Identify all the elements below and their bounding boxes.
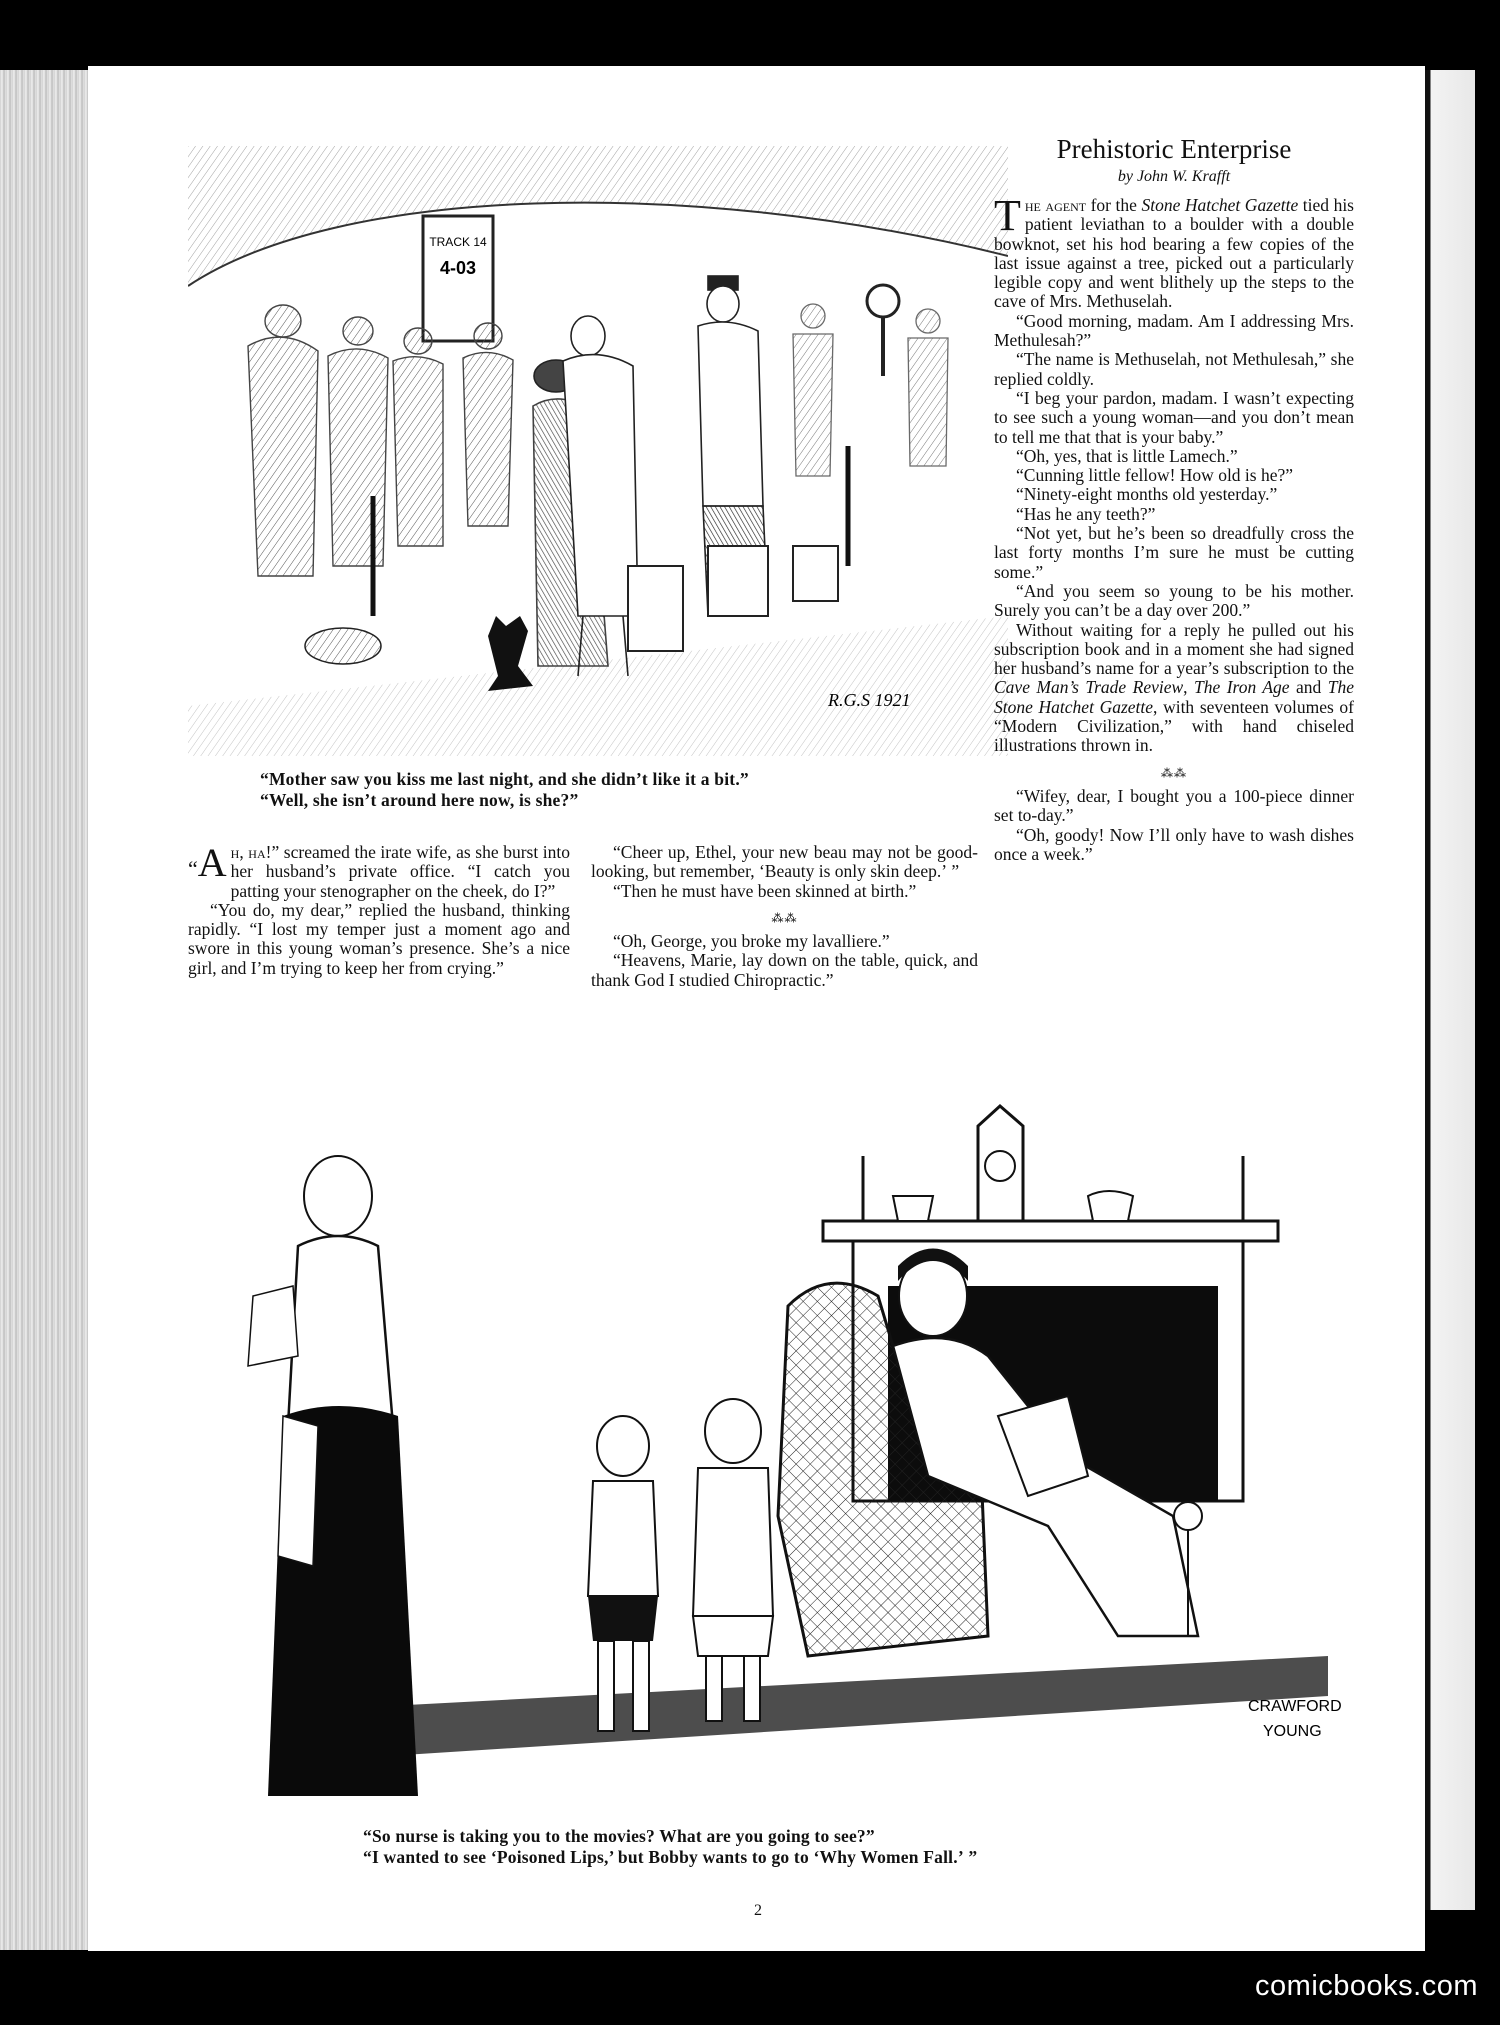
crawford-signature-line-2: YOUNG [1263, 1723, 1322, 1740]
story-paragraph-7: “Ninety-eight months old yesterday.” [1016, 484, 1278, 505]
page-number: 2 [754, 1902, 762, 1919]
story-paragraph-11: Without waiting for a reply he pulled out his subscription book and in a moment she had signed her husband’s name for a year’s subscription to the Cave Man’s Trade Review, The Iron Age and The Stone Hatchet Gazette, with seventeen volumes of “Modern Civilization,” with hand chiseled illustrations thrown in. [994, 619, 1355, 756]
story-paragraph-6: “Cunning little fellow! How old is he?” [1016, 465, 1294, 486]
story-paragraph-2: “Good morning, madam. Am I addressing Mrs. Methulesah?” [994, 310, 1354, 351]
crawford-signature-line-1: CRAWFORD [1248, 1698, 1342, 1715]
story-drop-cap: T [994, 191, 1021, 240]
story-paragraph-1: The agent for the Stone Hatchet Gazette tied his patient leviathan to a boulder with a double bowknot, set his hod bearing a few copies of the last issue against a tree, picked out a particularly legible copy and went blithely up the steps to the cave of Mrs. Methuselah. [994, 191, 1354, 312]
ethel-joke-line-1: “Cheer up, Ethel, your new beau may not be good-looking, but remember, ‘Beauty is only skin deep.’ ” [591, 842, 978, 882]
track-sign-time: 4-03 [439, 258, 477, 278]
story-paragraph-8: “Has he any teeth?” [1016, 503, 1156, 524]
lavalliere-joke-line-1: “Oh, George, you broke my lavalliere.” [613, 931, 890, 952]
middle-joke-column [591, 843, 978, 990]
story-paragraph-10: “And you seem so young to be his mother. Surely you can’t be a day over 200.” [994, 580, 1354, 621]
site-watermark: comicbooks.com [1255, 1970, 1478, 2002]
story-paragraph-3: “The name is Methuselah, not Methulesah,” she replied coldly. [994, 349, 1354, 389]
story-paragraph-9: “Not yet, but he’s been so dreadfully cross the last forty months I’m sure he must be cutting some.” [994, 523, 1354, 582]
train-station-cartoon [188, 146, 1008, 756]
wifey-joke-line-1: “Wifey, dear, I bought you a 100-piece dinner set to-day.” [994, 785, 1354, 826]
section-separator: ⁂⁂ [1161, 765, 1187, 780]
parlor-drawing [188, 1096, 1378, 1816]
story-paragraph-5: “Oh, yes, that is little Lamech.” [1016, 445, 1238, 466]
bottom-cartoon-caption [363, 1826, 977, 1868]
joke-drop-cap: “A [188, 840, 227, 885]
top-caption-line-1: “Mother saw you kiss me last night, and she didn’t like it a bit.” [260, 769, 749, 789]
story-title: Prehistoric Enterprise [1056, 134, 1292, 164]
ethel-joke-line-2: “Then he must have been skinned at birth.” [613, 880, 917, 901]
irate-wife-joke: “A h, ha!” screamed the irate wife, as she burst into her husband’s private office. “I catch you patting your stenographer on the cheek, do I?” [188, 840, 571, 901]
magazine-page [88, 66, 1425, 1951]
section-separator: ⁂⁂ [771, 910, 798, 925]
book-page-edges [0, 70, 88, 1950]
top-cartoon-caption [260, 769, 749, 811]
bottom-caption-line-1: “So nurse is taking you to the movies? What are you going to see?” [363, 1826, 875, 1846]
bottom-caption-line-2: “I wanted to see ‘Poisoned Lips,’ but Bobby wants to go to ‘Why Women Fall.’ ” [363, 1847, 978, 1867]
next-page-edge [1425, 70, 1475, 1910]
top-caption-line-2: “Well, she isn’t around here now, is she?” [260, 790, 579, 810]
story-paragraph-4: “I beg your pardon, madam. I wasn’t expecting to see such a young woman—and you don’t mean to tell me that that is your baby.” [994, 387, 1354, 447]
story-byline: by John W. Krafft [1117, 168, 1231, 185]
train-station-drawing [188, 146, 1008, 756]
story-column [994, 191, 1355, 864]
lavalliere-joke-line-2: “Heavens, Marie, lay down on the table, quick, and thank God I studied Chiropractic.” [591, 950, 978, 990]
husband-reply: “You do, my dear,” replied the husband, thinking rapidly. “I lost my temper just a moment ago and swore in this young woman’s presence. She’s a nice girl, and I’m trying to keep her from crying.” [188, 899, 570, 978]
wifey-joke-line-2: “Oh, goody! Now I’ll only have to wash dishes once a week.” [994, 824, 1354, 864]
left-joke-column [188, 840, 571, 978]
track-sign-text: TRACK 14 [429, 235, 487, 249]
nurse-children-cartoon [188, 1096, 1378, 1816]
top-cartoon-signature: R.G.S 1921 [828, 690, 911, 710]
